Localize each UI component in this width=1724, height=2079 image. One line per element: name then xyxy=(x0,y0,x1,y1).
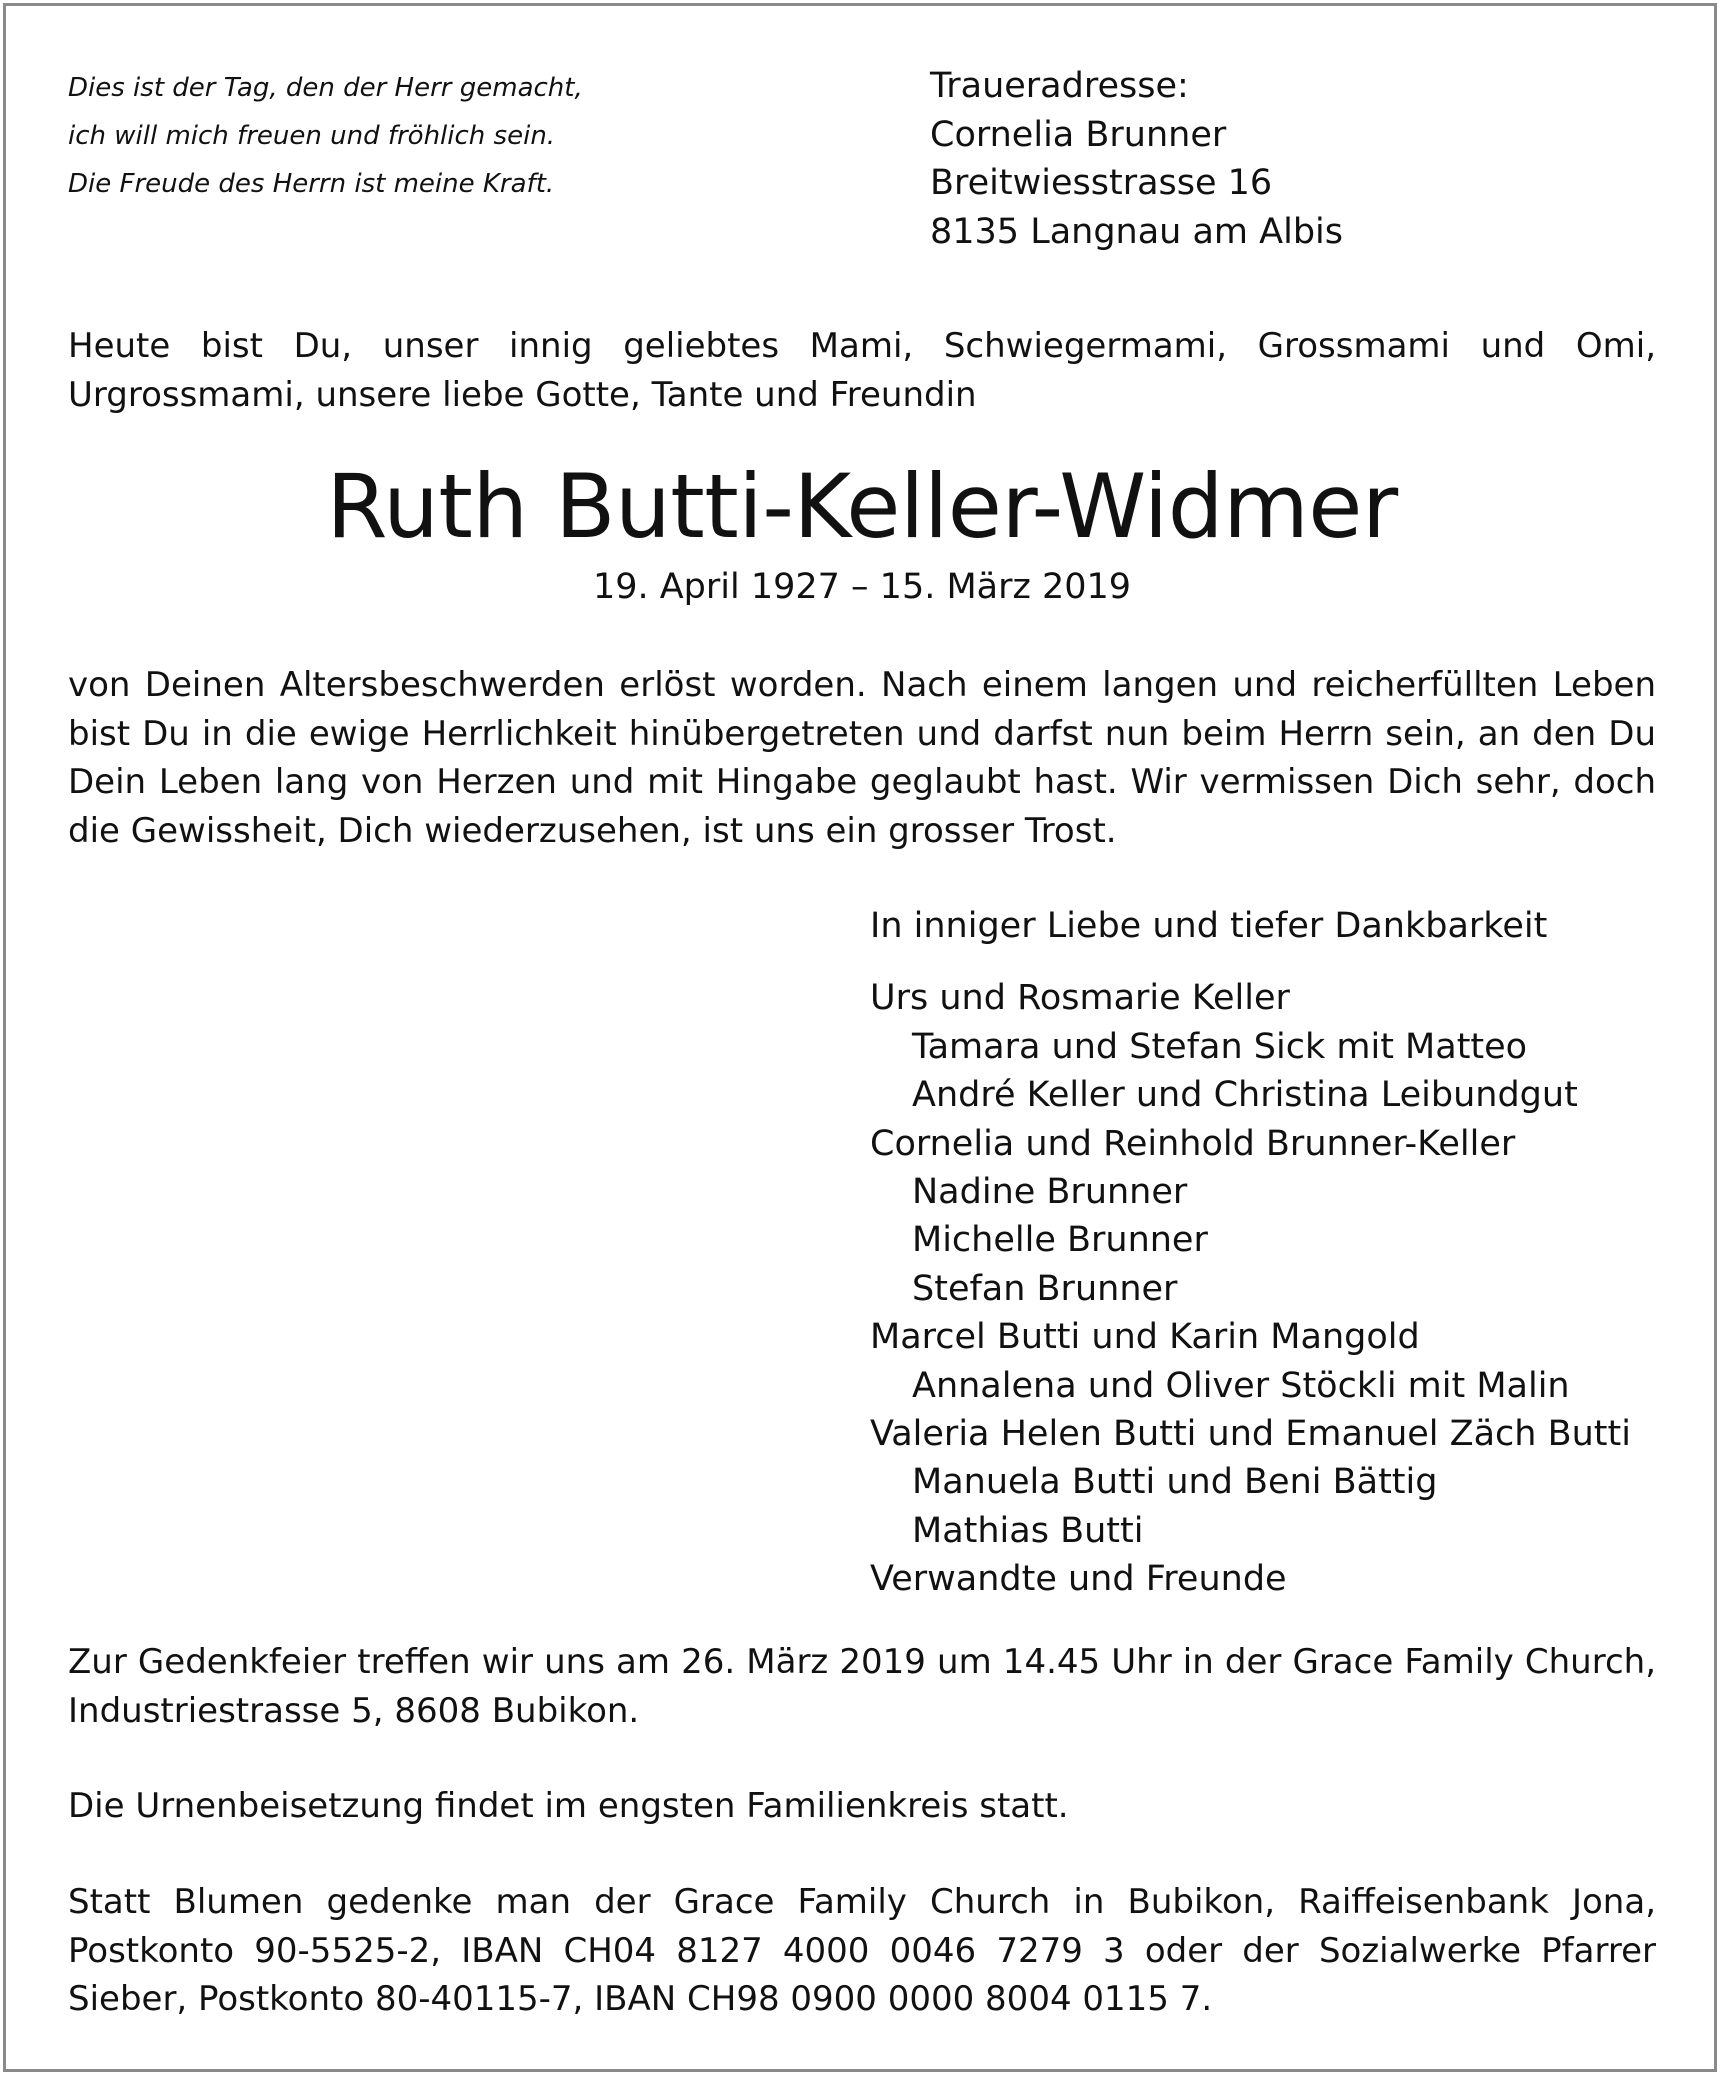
family-member: Tamara und Stefan Sick mit Matteo xyxy=(912,1026,1528,1067)
family-member: Marcel Butti und Karin Mangold xyxy=(870,1317,1420,1358)
motto-line: Die Freude des Herrn ist meine Kraft. xyxy=(68,169,555,199)
family-member: Nadine Brunner xyxy=(912,1172,1188,1213)
family-member: Michelle Brunner xyxy=(912,1220,1208,1261)
family-signatures xyxy=(870,902,1690,1604)
family-member: Stefan Brunner xyxy=(912,1268,1178,1309)
address-name: Cornelia Brunner xyxy=(930,114,1227,155)
ceremony-paragraph: Zur Gedenkfeier treffen wir uns am 26. März 2019 um 14.45 Uhr in der Grace Family Church, Industriestrasse 5, 8608 Bubikon. xyxy=(68,1642,1656,1731)
motto-line: ich will mich freuen und fröhlich sein. xyxy=(68,121,556,151)
family-member: Cornelia und Reinhold Brunner-Keller xyxy=(870,1123,1516,1164)
donation-paragraph: Statt Blumen gedenke man der Grace Family Church in Bubikon, Raiffeisenbank Jona, Postkonto 90-5525-2, IBAN CH04 8127 4000 0046 7279 3 oder der Sozialwerke Pfarrer Sieber, Postkonto 80-40115-7, IBAN CH98 0900 0000 8004 0115 7. xyxy=(68,1882,1656,2019)
family-member: Valeria Helen Butti und Emanuel Zäch Butti xyxy=(870,1414,1631,1455)
bible-verse-motto xyxy=(68,64,908,208)
motto-line: Dies ist der Tag, den der Herr gemacht, xyxy=(68,73,583,103)
family-member: Mathias Butti xyxy=(912,1510,1144,1551)
intro-paragraph: Heute bist Du, unser innig geliebtes Mami, Schwiegermami, Grossmami und Omi, Urgrossmami, unsere liebe Gotte, Tante und Freundin xyxy=(68,326,1656,415)
deceased-name: Ruth Butti-Keller-Widmer xyxy=(326,455,1398,558)
family-member: Urs und Rosmarie Keller xyxy=(870,978,1290,1019)
family-member: Annalena und Oliver Stöckli mit Malin xyxy=(912,1365,1570,1406)
family-member: Manuela Butti und Beni Bättig xyxy=(912,1462,1438,1503)
address-street: Breitwiesstrasse 16 xyxy=(930,163,1273,203)
body-paragraph: von Deinen Altersbeschwerden erlöst worden. Nach einem langen und reicherfüllten Leben bist Du in die ewige Herrlichkeit hinübergetreten und darfst nun beim Herrn sein, an den Du Dein Leben lang von Herzen und mit Hingabe geglaubt hast. Wir vermissen Dich sehr, doch die Gewissheit, Dich wiederzusehen, ist uns ein grosser Trost. xyxy=(68,665,1656,851)
family-member-list xyxy=(870,974,1690,1603)
family-member: Verwandte und Freunde xyxy=(870,1559,1287,1600)
burial-paragraph: Die Urnenbeisetzung findet im engsten Familienkreis statt. xyxy=(68,1786,1069,1826)
life-dates: 19. April 1927 – 15. März 2019 xyxy=(592,567,1132,607)
address-label: Traueradresse: xyxy=(930,66,1189,106)
mourning-address xyxy=(930,62,1670,256)
address-city: 8135 Langnau am Albis xyxy=(930,211,1343,252)
closing-line: In inniger Liebe und tiefer Dankbarkeit xyxy=(870,906,1548,946)
family-member: André Keller und Christina Leibundgut xyxy=(912,1075,1578,1116)
